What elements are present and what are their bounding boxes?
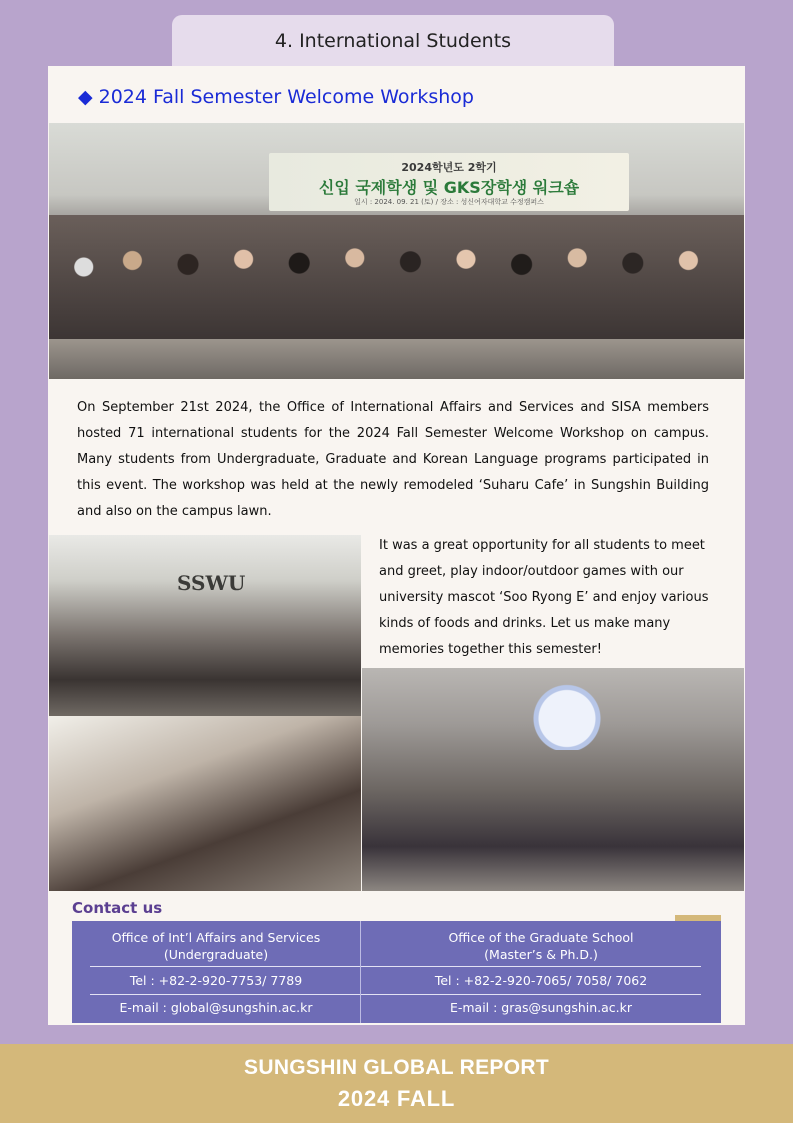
divider bbox=[90, 966, 360, 967]
contact-table bbox=[72, 921, 721, 1023]
report-footer bbox=[0, 1044, 793, 1123]
office-subtitle: (Undergraduate) bbox=[163, 947, 269, 962]
office-name bbox=[72, 929, 360, 963]
contact-heading: Contact us bbox=[72, 899, 163, 917]
photo-mascot-group bbox=[362, 668, 744, 891]
office-name bbox=[361, 929, 721, 963]
workshop-heading bbox=[78, 86, 474, 108]
cafe-tables bbox=[49, 339, 744, 379]
office-subtitle: (Master’s & Ph.D.) bbox=[484, 947, 598, 962]
event-banner bbox=[269, 153, 629, 211]
contact-column-undergraduate bbox=[72, 921, 360, 1023]
office-name-line: Office of Int’l Affairs and Services bbox=[111, 930, 321, 945]
office-email[interactable]: E-mail : gras@sungshin.ac.kr bbox=[449, 1000, 633, 1015]
sswu-sign: SSWU bbox=[177, 571, 246, 595]
divider bbox=[361, 966, 701, 967]
office-phone: Tel : +82-2-920-7065/ 7058/ 7062 bbox=[434, 973, 648, 988]
banner-line-1: 2024학년도 2학기 bbox=[401, 161, 497, 174]
report-edition: 2024 FALL bbox=[337, 1086, 456, 1111]
mascot-figure bbox=[532, 680, 602, 750]
banner-line-2: 신입 국제학생 및 GKS장학생 워크숍 bbox=[318, 178, 580, 197]
contact-column-graduate bbox=[360, 921, 721, 1023]
divider bbox=[90, 994, 360, 995]
workshop-title: 2024 Fall Semester Welcome Workshop bbox=[98, 86, 474, 108]
diamond-bullet-icon: ◆ bbox=[78, 86, 93, 108]
event-activities-text: It was a great opportunity for all students to meet and greet, play indoor/outdoor games with our university mascot ‘Soo Ryong E’ and enjoy various kinds of foods and drinks. Let us make many memories together this semester! bbox=[379, 538, 709, 657]
content-panel bbox=[48, 66, 745, 1025]
group-photo-workshop bbox=[49, 123, 744, 379]
divider bbox=[361, 994, 701, 995]
banner-line-3: 일시 : 2024. 09. 21 (토) / 장소 : 성신여자대학교 수정캠퍼스 bbox=[354, 198, 544, 206]
office-phone: Tel : +82-2-920-7753/ 7789 bbox=[129, 973, 303, 988]
office-email[interactable]: E-mail : global@sungshin.ac.kr bbox=[119, 1000, 313, 1015]
section-tab bbox=[172, 15, 614, 67]
photo-students-drawing bbox=[49, 716, 361, 891]
event-description: On September 21st 2024, the Office of International Affairs and Services and SISA members hosted 71 international students for the 2024 Fall Semester Welcome Workshop on campus. Many students from Undergraduate, Graduate and Korean Language programs participated in this event. The workshop was held at the newly remodeled ‘Suharu Cafe’ in Sungshin Building and also on the campus lawn. bbox=[77, 400, 709, 519]
section-title: 4. International Students bbox=[274, 30, 512, 52]
office-name-line: Office of the Graduate School bbox=[448, 930, 634, 945]
photo-cafe-hall bbox=[49, 535, 361, 716]
students-crowd bbox=[49, 215, 744, 345]
report-title: SUNGSHIN GLOBAL REPORT bbox=[244, 1056, 549, 1079]
